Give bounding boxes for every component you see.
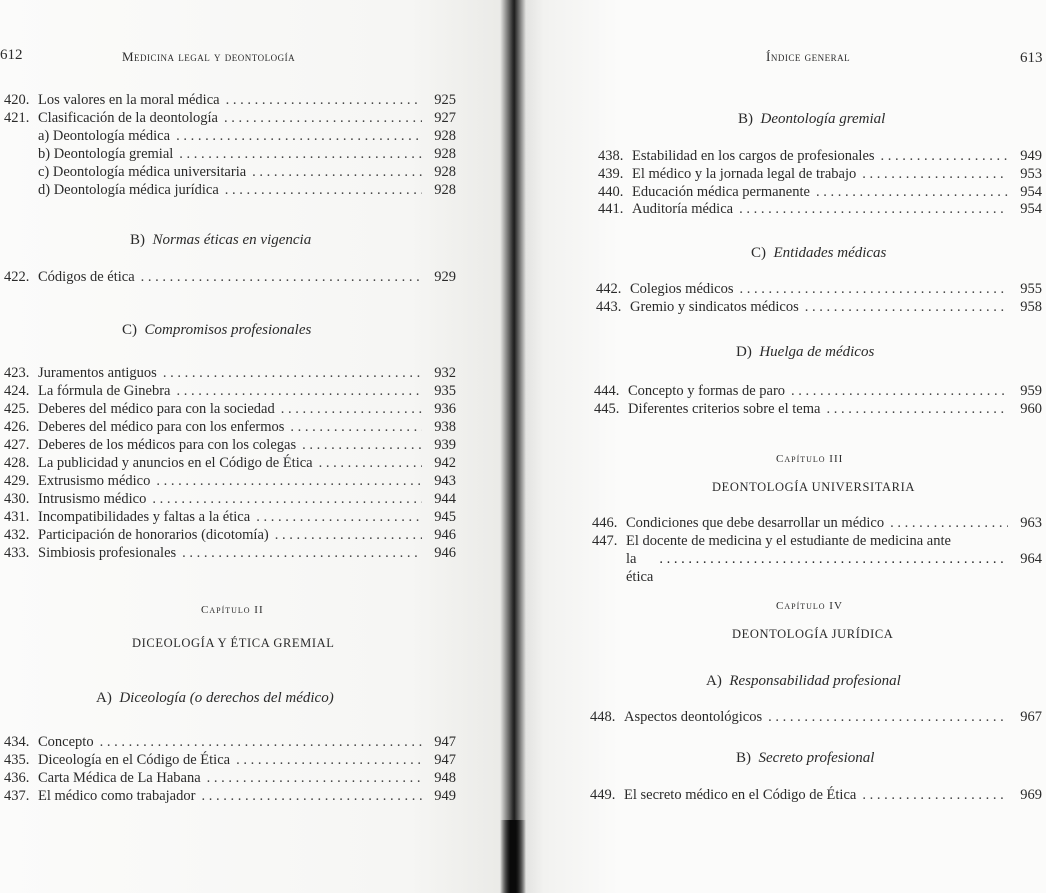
- toc-entry[interactable]: 440. Educación médica permanente . . . 954: [598, 183, 1042, 201]
- section-heading: B) Deontología gremial: [738, 111, 886, 127]
- toc-entry[interactable]: 433. Simbiosis profesionales . . . 946: [4, 544, 456, 562]
- running-head: Medicina legal y deontología: [122, 49, 296, 64]
- right-page: [512, 0, 1046, 893]
- toc-entry[interactable]: 423. Juramentos antiguos . . . 932: [4, 364, 456, 382]
- toc-entry[interactable]: 420. Los valores en la moral médica . . . 925: [4, 91, 456, 109]
- toc-entry[interactable]: 437. El médico como trabajador . . . 949: [4, 787, 456, 805]
- toc-entry[interactable]: 430. Intrusismo médico . . . 944: [4, 490, 456, 508]
- chapter-label: Capítulo IV: [776, 600, 843, 612]
- toc-subentry[interactable]: b) Deontología gremial . . . 928: [4, 145, 456, 163]
- book-gutter: [500, 0, 526, 893]
- toc-entry-multiline[interactable]: 447. El docente de medicina y el estudiante de medicina ante la ética . . . 964: [592, 532, 1042, 586]
- toc-subentry[interactable]: c) Deontología médica universitaria . . . 928: [4, 163, 456, 181]
- section-heading: A) Responsabilidad profesional: [706, 673, 901, 689]
- toc-subentry[interactable]: a) Deontología médica . . . 928: [4, 127, 456, 145]
- toc-entry[interactable]: 442. Colegios médicos . . . 955: [596, 280, 1042, 298]
- section-heading: B) Secreto profesional: [736, 750, 875, 766]
- chapter-title: DICEOLOGÍA Y ÉTICA GREMIAL: [132, 636, 335, 650]
- chapter-label: Capítulo II: [201, 604, 264, 616]
- toc-entry[interactable]: 444. Concepto y formas de paro . . . 959: [594, 382, 1042, 400]
- toc-entry[interactable]: 439. El médico y la jornada legal de trabajo . . . 953: [598, 165, 1042, 183]
- page-number: 612: [0, 47, 23, 63]
- page-number: 613: [1020, 50, 1043, 66]
- book-gutter-shadow: [500, 820, 526, 893]
- toc-entry[interactable]: 425. Deberes del médico para con la sociedad . . . 936: [4, 400, 456, 418]
- chapter-label: Capítulo III: [776, 453, 844, 465]
- chapter-title: DEONTOLOGÍA UNIVERSITARIA: [712, 480, 915, 494]
- toc-entry[interactable]: 426. Deberes del médico para con los enfermos . . . 938: [4, 418, 456, 436]
- section-heading: C) Entidades médicas: [751, 245, 887, 261]
- running-head: Índice general: [766, 49, 851, 64]
- toc-entry[interactable]: 427. Deberes de los médicos para con los colegas . . . 939: [4, 436, 456, 454]
- toc-entry[interactable]: 428. La publicidad y anuncios en el Código de Ética . . . 942: [4, 454, 456, 472]
- toc-entry[interactable]: 443. Gremio y sindicatos médicos . . . 958: [596, 298, 1042, 316]
- section-heading: A) Diceología (o derechos del médico): [96, 690, 334, 706]
- section-heading: D) Huelga de médicos: [736, 344, 875, 360]
- chapter-title: DEONTOLOGÍA JURÍDICA: [732, 627, 894, 641]
- toc-entry[interactable]: 429. Extrusismo médico . . . 943: [4, 472, 456, 490]
- toc-entry[interactable]: 424. La fórmula de Ginebra . . . 935: [4, 382, 456, 400]
- toc-entry[interactable]: 436. Carta Médica de La Habana . . . 948: [4, 769, 456, 787]
- toc-entry[interactable]: 421. Clasificación de la deontología . . . 927: [4, 109, 456, 127]
- toc-entry[interactable]: 431. Incompatibilidades y faltas a la ética . . . 945: [4, 508, 456, 526]
- toc-entry[interactable]: 438. Estabilidad en los cargos de profesionales . . . 949: [598, 147, 1042, 165]
- toc-entry[interactable]: 441. Auditoría médica . . . 954: [598, 200, 1042, 218]
- toc-entry[interactable]: 432. Participación de honorarios (dicotomía) . . . 946: [4, 526, 456, 544]
- toc-entry[interactable]: 434. Concepto . . . 947: [4, 733, 456, 751]
- section-heading: B) Normas éticas en vigencia: [130, 232, 312, 248]
- left-page: [0, 0, 512, 893]
- toc-entry[interactable]: 446. Condiciones que debe desarrollar un médico . . . 963: [592, 514, 1042, 532]
- toc-subentry[interactable]: d) Deontología médica jurídica . . . 928: [4, 181, 456, 199]
- toc-entry[interactable]: 435. Diceología en el Código de Ética . . . 947: [4, 751, 456, 769]
- toc-entry[interactable]: 449. El secreto médico en el Código de Ética . . . 969: [590, 786, 1042, 804]
- toc-entry[interactable]: 445. Diferentes criterios sobre el tema . . . 960: [594, 400, 1042, 418]
- toc-entry[interactable]: 422. Códigos de ética . . . 929: [4, 268, 456, 286]
- toc-entry[interactable]: 448. Aspectos deontológicos . . . 967: [590, 708, 1042, 726]
- section-heading: C) Compromisos profesionales: [122, 322, 312, 338]
